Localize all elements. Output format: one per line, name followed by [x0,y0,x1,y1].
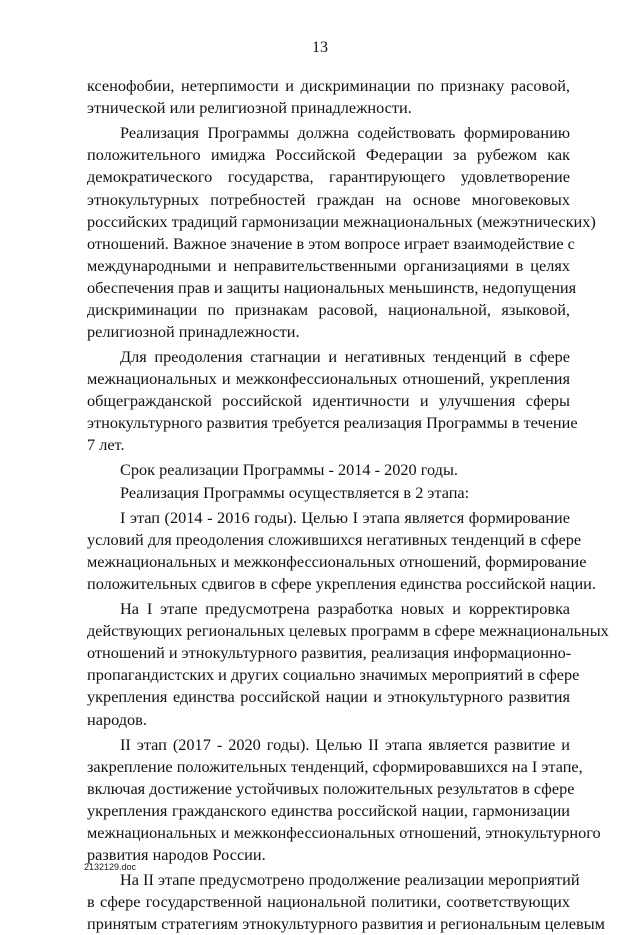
text-line: I этап (2014 - 2016 годы). Целью I этапа является формирование [120,508,570,527]
text-line: этнокультурных потребностей граждан на основе многовековых [87,190,570,209]
text-line: межнациональных и межконфессиональных отношений, укрепления [87,369,570,388]
text-line: закрепление положительных тенденций, сформировавшихся на I этапе, [87,757,583,776]
text-line: условий для преодоления сложившихся негативных тенденций в сфере [87,530,582,549]
text-line: включая достижение устойчивых положительных результатов в сфере [87,779,575,798]
text-line: укрепления гражданского единства российской нации, гармонизации [87,801,570,820]
text-line: действующих региональных целевых программ в сфере межнациональных [87,621,609,640]
text-line: На II этапе предусмотрено продолжение реализации мероприятий [120,870,580,889]
text-line: ксенофобии, нетерпимости и дискриминации по признаку расовой, [87,76,570,95]
text-line: дискриминации по признакам расовой, национальной, языковой, [87,300,570,319]
text-line: этнической или религиозной принадлежности. [87,98,412,117]
text-line: Реализация Программы должна содействовать формированию [120,123,570,142]
footer-filename: 2132129.doc [84,862,137,872]
text-line: положительного имиджа Российской Федерации за рубежом как [87,145,570,164]
text-line: межнациональных и межконфессиональных отношений, этнокультурного [87,823,601,842]
text-line: На I этапе предусмотрена разработка новых и корректировка [120,599,570,618]
text-line: отношений и этнокультурного развития, реализация информационно- [87,643,572,662]
text-line: II этап (2017 - 2020 годы). Целью II этапа является развитие и [120,735,570,754]
page-number: 13 [312,39,328,56]
text-line: общегражданской российской идентичности и улучшения сферы [87,391,570,410]
text-line: принятым стратегиям этнокультурного развития и региональным целевым [87,914,605,933]
text-line: российских традиций гармонизации межнациональных (межэтнических) [87,212,596,231]
text-line: международными и неправительственными организациями в целях [87,256,570,275]
text-line: отношений. Важное значение в этом вопросе играет взаимодействие с [87,234,575,253]
text-line: обеспечения прав и защиты национальных меньшинств, недопущения [87,278,577,297]
text-line: народов. [87,710,147,729]
text-line: положительных сдвигов в сфере укрепления единства российской нации. [87,574,596,593]
text-line: 7 лет. [87,435,125,454]
text-line: межнациональных и межконфессиональных отношений, формирование [87,552,587,571]
text-line: религиозной принадлежности. [87,322,300,341]
text-line: укрепления единства российской нации и этнокультурного развития [87,687,570,706]
text-line: пропагандистских и других социально значимых мероприятий в сфере [87,665,580,684]
text-line: Срок реализации Программы - 2014 - 2020 годы. [120,460,458,479]
text-line: Для преодоления стагнации и негативных тенденций в сфере [120,347,570,366]
text-line: развития народов России. [87,845,266,864]
text-line: демократического государства, гарантирующего удовлетворение [87,167,570,186]
text-line: в сфере государственной национальной политики, соответствующих [87,892,570,911]
text-line: этнокультурного развития требуется реализация Программы в течение [87,413,578,432]
text-line: Реализация Программы осуществляется в 2 этапа: [120,483,470,502]
